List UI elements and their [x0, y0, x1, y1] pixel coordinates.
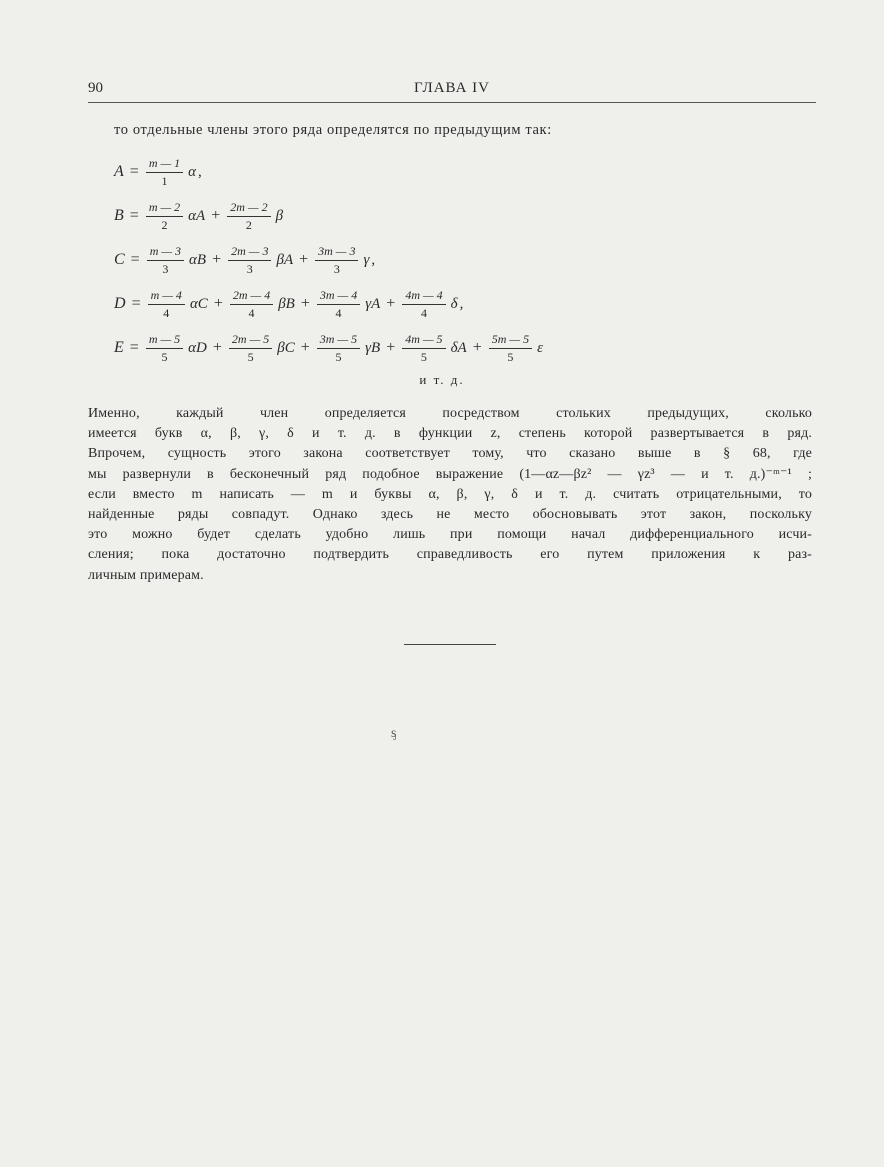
fraction	[146, 156, 183, 189]
plus-sign: +	[299, 251, 309, 268]
paragraph-line: Впрочем, сущность этого закона соответствует тому, что сказано выше в § 68, где	[88, 446, 812, 462]
plus-sign: +	[300, 339, 310, 356]
plus-sign: +	[211, 207, 221, 224]
paragraph-line: мы развернули в бесконечный ряд подобное выражение (1—αz—βz² — γz³ — и т. д.)⁻ᵐ⁻¹ ;	[88, 466, 812, 482]
equation-tail: ,	[371, 251, 376, 268]
term-coefficient: αC	[189, 295, 208, 312]
equation-lhs: E	[114, 339, 124, 356]
equals-sign: =	[129, 163, 139, 180]
equals-sign: =	[130, 251, 140, 268]
fraction-denominator: 5	[161, 349, 168, 364]
paragraph-line: если вместо m написать — m и буквы α, β, γ, δ и т. д. считать отрицательными, то	[88, 486, 812, 502]
fraction	[317, 288, 360, 321]
paragraph-line: сления; пока достаточно подтвердить справедливость его путем приложения к раз-	[88, 547, 812, 563]
fraction-denominator: 3	[246, 261, 253, 276]
plus-sign: +	[212, 251, 222, 268]
fraction-numerator: 3m — 4	[317, 288, 360, 305]
formula-block	[114, 150, 874, 370]
equation-A	[114, 150, 874, 194]
plus-sign: +	[213, 295, 223, 312]
plus-sign: +	[386, 295, 396, 312]
term-coefficient: γB	[365, 339, 381, 356]
term-coefficient: αA	[188, 207, 206, 224]
term-coefficient: αB	[189, 251, 207, 268]
fraction	[489, 332, 532, 365]
fraction	[229, 332, 272, 365]
fraction-denominator: 5	[420, 349, 427, 364]
fraction-numerator: 3m — 3	[315, 244, 358, 261]
equation-C	[114, 238, 874, 282]
fraction-denominator: 5	[507, 349, 514, 364]
plus-sign: +	[386, 339, 396, 356]
term-coefficient: βB	[278, 295, 295, 312]
fraction-numerator: m — 5	[146, 332, 183, 349]
equation-E	[114, 326, 874, 370]
fraction-denominator: 1	[161, 173, 168, 188]
equation-B	[114, 194, 874, 238]
fraction	[228, 244, 271, 277]
paragraph-line: это можно будет сделать удобно лишь при помощи начал дифференциального исчи-	[88, 527, 812, 543]
equation-lhs: D	[114, 295, 126, 312]
fraction-numerator: 4m — 4	[402, 288, 445, 305]
fraction	[230, 288, 273, 321]
term-coefficient: β	[275, 207, 284, 224]
fraction-numerator: m — 2	[146, 200, 183, 217]
page-header	[88, 80, 816, 103]
equation-D	[114, 282, 874, 326]
fraction-denominator: 4	[248, 305, 255, 320]
fraction-denominator: 4	[335, 305, 342, 320]
fraction	[402, 288, 445, 321]
fraction-numerator: 3m — 5	[317, 332, 360, 349]
fraction	[146, 332, 183, 365]
fraction-numerator: 2m — 3	[228, 244, 271, 261]
paragraph-line: Именно, каждый член определяется посредством стольких предыдущих, сколько	[88, 406, 812, 421]
fraction-denominator: 2	[161, 217, 168, 232]
fraction-numerator: 4m — 5	[402, 332, 445, 349]
term-coefficient: δA	[450, 339, 467, 356]
fraction-numerator: 5m — 5	[489, 332, 532, 349]
fraction	[315, 244, 358, 277]
fraction-denominator: 4	[163, 305, 170, 320]
equation-lhs: C	[114, 251, 125, 268]
equals-sign: =	[129, 207, 139, 224]
fraction-numerator: m — 3	[147, 244, 184, 261]
fraction-denominator: 4	[421, 305, 427, 320]
page-number: 90	[88, 80, 103, 96]
fraction	[227, 200, 270, 233]
term-coefficient: ε	[537, 339, 543, 356]
term-coefficient: α	[188, 163, 197, 180]
fraction	[147, 244, 184, 277]
plus-sign: +	[212, 339, 222, 356]
fraction	[317, 332, 360, 365]
fraction-numerator: m — 4	[148, 288, 185, 305]
fraction	[402, 332, 445, 365]
body-paragraph	[88, 404, 812, 586]
fraction-denominator: 5	[335, 349, 342, 364]
term-coefficient: γ	[363, 251, 370, 268]
paragraph-line: личным примерам.	[88, 567, 204, 583]
equals-sign: =	[129, 339, 139, 356]
fraction-denominator: 5	[247, 349, 254, 364]
term-coefficient: αD	[188, 339, 207, 356]
term-coefficient: γA	[365, 295, 381, 312]
equation-tail: ,	[459, 295, 464, 312]
plus-sign: +	[300, 295, 310, 312]
fraction-denominator: 3	[333, 261, 340, 276]
equation-lhs: A	[114, 163, 124, 180]
fraction	[148, 288, 185, 321]
equation-lhs: B	[114, 207, 124, 224]
equation-tail: ,	[198, 163, 202, 180]
fraction-denominator: 2	[245, 217, 252, 232]
term-coefficient: βA	[276, 251, 294, 268]
stray-mark: ᶊ	[391, 726, 397, 741]
etc-text: и т. д.	[419, 372, 465, 387]
fraction-denominator: 3	[162, 261, 169, 276]
term-coefficient: δ	[450, 295, 458, 312]
fraction-numerator: 2m — 2	[227, 200, 270, 217]
paragraph-line: найденные ряды совпадут. Однако здесь не место обосновывать этот закон, поскольку	[88, 507, 812, 523]
fraction	[146, 200, 183, 233]
intro-sentence: то отдельные члены этого ряда определятся по предыдущим так:	[114, 122, 552, 138]
equals-sign: =	[131, 295, 141, 312]
plus-sign: +	[472, 339, 482, 356]
section-end-rule	[404, 644, 496, 645]
fraction-numerator: 2m — 5	[229, 332, 272, 349]
fraction-numerator: 2m — 4	[230, 288, 273, 305]
term-coefficient: βC	[277, 339, 295, 356]
chapter-title: ГЛАВА IV	[413, 80, 491, 96]
paragraph-line: имеется букв α, β, γ, δ и т. д. в функции z, степень которой развертывается в ряд.	[88, 426, 812, 442]
fraction-numerator: m — 1	[146, 156, 183, 173]
